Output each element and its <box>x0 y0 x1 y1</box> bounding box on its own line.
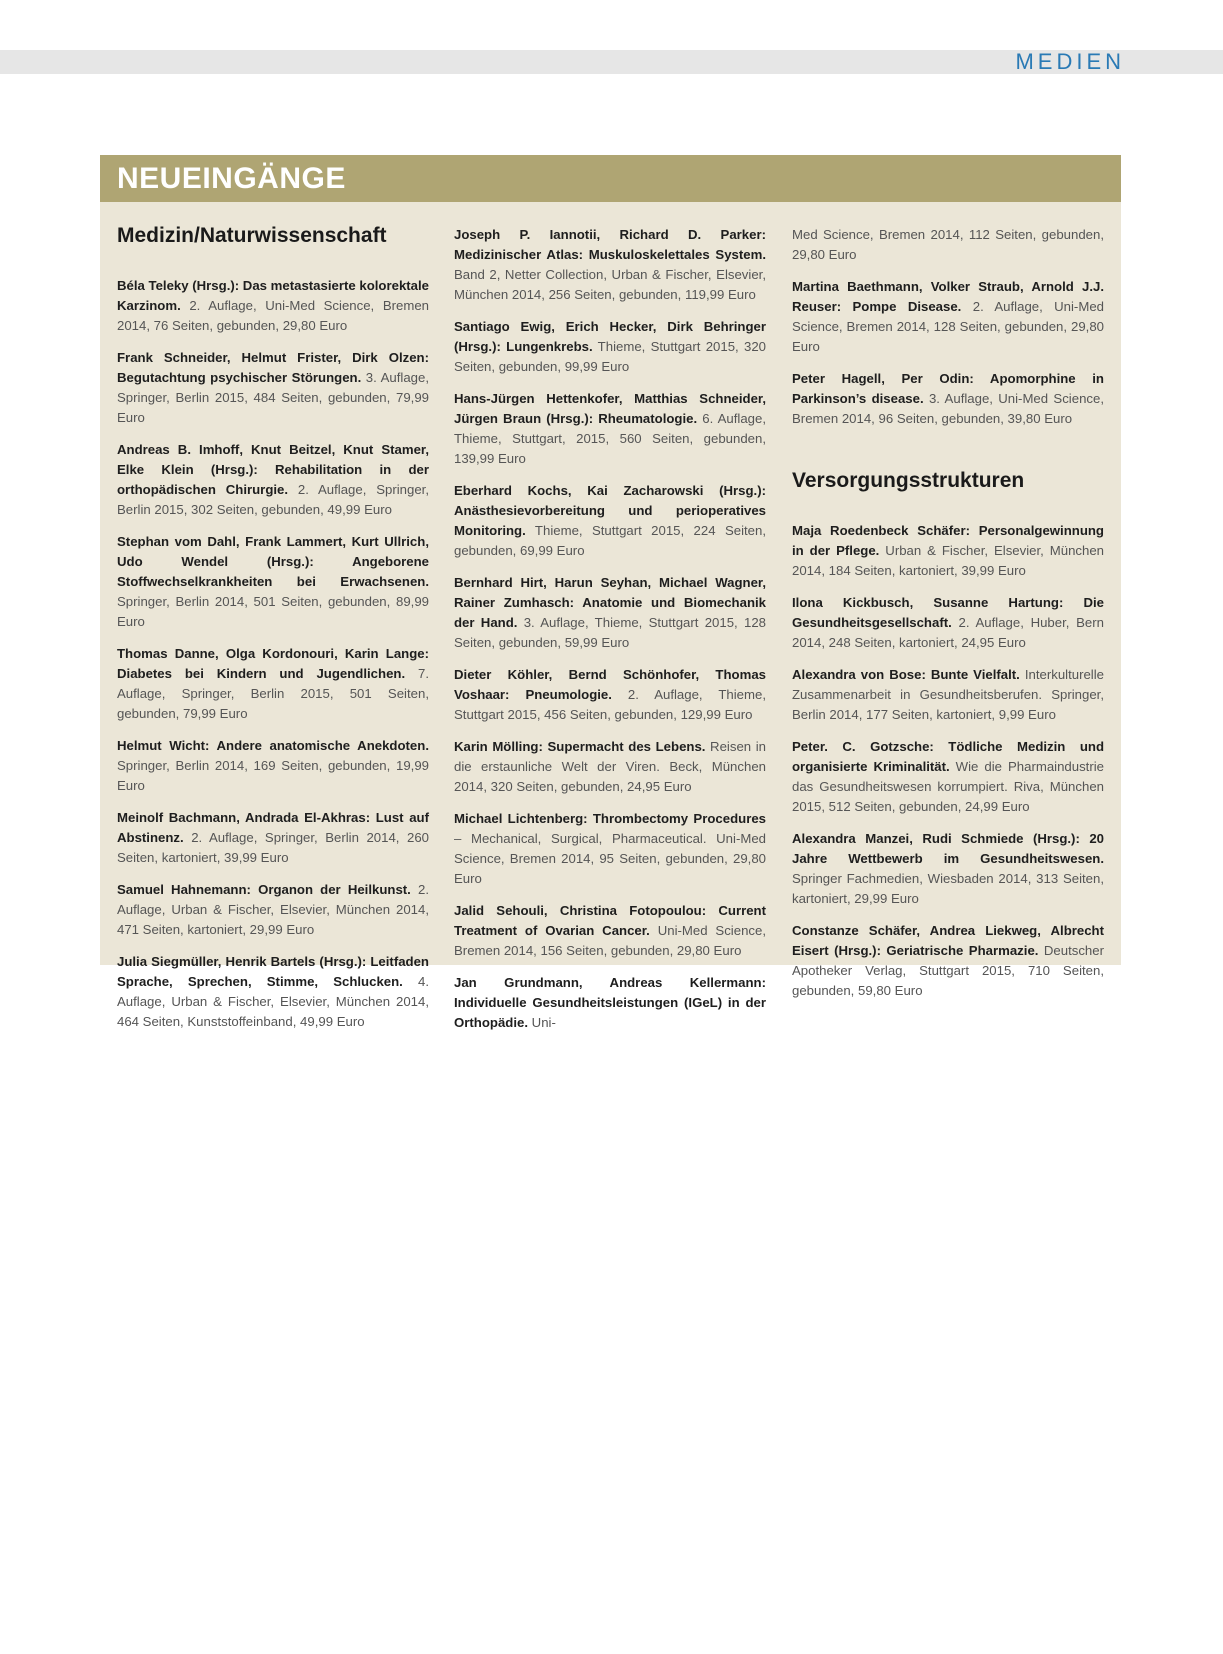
book-entry <box>792 521 1104 581</box>
book-entry <box>117 952 429 1032</box>
entry-list <box>792 225 1104 429</box>
column-1 <box>117 222 429 1044</box>
book-entry <box>117 880 429 940</box>
book-entry <box>792 277 1104 357</box>
book-details: Springer, Berlin 2014, 501 Seiten, gebunden, 89,99 Euro <box>117 594 429 629</box>
book-author-title: Santiago Ewig, Erich Hecker, Dirk Behringer (Hrsg.): Lungenkrebs. <box>454 319 766 354</box>
book-details: 2. Auflage, Uni-Med Science, Bremen 2014, 76 Seiten, gebunden, 29,80 Euro <box>117 298 429 333</box>
book-author-title: Thomas Danne, Olga Kordonouri, Karin Lange: Diabetes bei Kindern und Jugendlichen. <box>117 646 429 681</box>
book-author-title: Eberhard Kochs, Kai Zacharowski (Hrsg.): Anästhesievorbereitung und perioperatives Monitoring. <box>454 483 766 538</box>
section-label: MEDIEN <box>1015 49 1125 74</box>
book-entry <box>117 644 429 724</box>
book-details: Reisen in die erstaunliche Welt der Viren. Beck, München 2014, 320 Seiten, gebunden, 24,95 Euro <box>454 739 766 794</box>
book-author-title: Jan Grundmann, Andreas Kellermann: Individuelle Gesundheitsleistungen (IGeL) in der Orthopädie. <box>454 975 766 1030</box>
book-details: 2. Auflage, Springer, Berlin 2015, 302 Seiten, gebunden, 49,99 Euro <box>117 482 430 517</box>
book-entry <box>117 736 429 796</box>
entry-list <box>454 225 766 1033</box>
book-entry <box>792 593 1104 653</box>
category-heading: Versorgungsstrukturen <box>792 469 1025 492</box>
book-entry <box>454 389 766 469</box>
book-author-title: Meinolf Bachmann, Andrada El-Akhras: Lust auf Abstinenz. <box>117 810 429 845</box>
book-details: Uni-Med Science, Bremen 2014, 156 Seiten, gebunden, 29,80 Euro <box>454 923 766 958</box>
book-author-title: Hans-Jürgen Hettenkofer, Matthias Schneider, Jürgen Braun (Hrsg.): Rheumatologie. <box>454 391 766 426</box>
book-entry <box>117 440 429 520</box>
book-details: Springer Fachmedien, Wiesbaden 2014, 313 Seiten, kartoniert, 29,99 Euro <box>792 871 1104 906</box>
book-author-title: Jalid Sehouli, Christina Fotopoulou: Current Treatment of Ovarian Cancer. <box>454 903 766 938</box>
book-entry <box>454 317 766 377</box>
book-entry <box>454 901 766 961</box>
book-entry <box>454 573 766 653</box>
book-details: Thieme, Stuttgart 2015, 224 Seiten, gebunden, 69,99 Euro <box>454 523 766 558</box>
book-author-title: Constanze Schäfer, Andrea Liekweg, Albrecht Eisert (Hrsg.): Geriatrische Pharmazie. <box>792 923 1104 958</box>
book-author-title: Alexandra von Bose: Bunte Vielfalt. <box>792 667 1020 682</box>
book-details: Springer, Berlin 2014, 169 Seiten, gebunden, 19,99 Euro <box>117 758 429 793</box>
column-3 <box>792 225 1104 1013</box>
book-author-title: Dieter Köhler, Bernd Schönhofer, Thomas Voshaar: Pneumologie. <box>454 667 766 702</box>
book-details: 7. Auflage, Springer, Berlin 2015, 501 Seiten, gebunden, 79,99 Euro <box>117 666 429 721</box>
book-details: Interkulturelle Zusammenarbeit in Gesundheitsberufen. Springer, Berlin 2014, 177 Seiten, kartoniert, 9,99 Euro <box>792 667 1104 722</box>
entry-list <box>117 276 429 1032</box>
book-entry <box>454 809 766 889</box>
book-author-title: Karin Mölling: Supermacht des Lebens. <box>454 739 706 754</box>
book-author-title: Michael Lichtenberg: Thrombectomy Procedures <box>454 811 766 826</box>
book-entry <box>792 921 1104 1001</box>
book-author-title: Peter Hagell, Per Odin: Apomorphine in Parkinson’s disease. <box>792 371 1104 406</box>
book-details: 2. Auflage, Urban & Fischer, Elsevier, München 2014, 471 Seiten, kartoniert, 29,99 Euro <box>117 882 430 937</box>
book-details: Uni- <box>528 1015 556 1030</box>
book-details: – Mechanical, Surgical, Pharmaceutical. Uni-Med Science, Bremen 2014, 95 Seiten, gebunden, 29,80 Euro <box>454 831 766 886</box>
book-entry <box>792 737 1104 817</box>
box-title: NEUEINGÄNGE <box>100 155 1121 202</box>
book-entry <box>454 973 766 1033</box>
new-arrivals-box <box>100 155 1121 1030</box>
book-author-title: Frank Schneider, Helmut Frister, Dirk Olzen: Begutachtung psychischer Störungen. <box>117 350 429 385</box>
book-entry <box>454 481 766 561</box>
book-author-title: Helmut Wicht: Andere anatomische Anekdoten. <box>117 738 429 753</box>
book-entry <box>117 808 429 868</box>
book-details: 3. Auflage, Springer, Berlin 2015, 484 Seiten, gebunden, 79,99 Euro <box>117 370 429 425</box>
book-author-title: Andreas B. Imhoff, Knut Beitzel, Knut Stamer, Elke Klein (Hrsg.): Rehabilitation in der orthopädischen Chirurgie. <box>117 442 429 497</box>
entry-list <box>792 521 1104 1001</box>
book-entry <box>117 348 429 428</box>
book-entry <box>454 665 766 725</box>
book-author-title: Martina Baethmann, Volker Straub, Arnold J.J. Reuser: Pompe Disease. <box>792 279 1104 314</box>
book-details: 6. Auflage, Thieme, Stuttgart, 2015, 560 Seiten, gebunden, 139,99 Euro <box>454 411 766 466</box>
book-entry <box>792 225 1104 265</box>
book-details: 2. Auflage, Uni-Med Science, Bremen 2014, 128 Seiten, gebunden, 29,80 Euro <box>792 299 1104 354</box>
book-details: Thieme, Stuttgart 2015, 320 Seiten, gebunden, 99,99 Euro <box>454 339 767 374</box>
book-details: Deutscher Apotheker Verlag, Stuttgart 2015, 710 Seiten, gebunden, 59,80 Euro <box>792 943 1104 998</box>
book-author-title: Joseph P. Iannotii, Richard D. Parker: Medizinischer Atlas: Muskuloskelettales System. <box>454 227 766 262</box>
book-details: 3. Auflage, Uni-Med Science, Bremen 2014, 96 Seiten, gebunden, 39,80 Euro <box>792 391 1104 426</box>
book-entry <box>792 665 1104 725</box>
book-entry <box>117 532 429 632</box>
book-details: 2. Auflage, Springer, Berlin 2014, 260 Seiten, kartoniert, 39,99 Euro <box>117 830 429 865</box>
book-author-title: Stephan vom Dahl, Frank Lammert, Kurt Ullrich, Udo Wendel (Hrsg.): Angeborene Stoffwechselkrankheiten bei Erwachsenen. <box>117 534 429 589</box>
book-details: 2. Auflage, Huber, Bern 2014, 248 Seiten, kartoniert, 24,95 Euro <box>792 615 1104 650</box>
book-entry <box>117 276 429 336</box>
column-2 <box>454 225 766 1045</box>
book-details: Band 2, Netter Collection, Urban & Fischer, Elsevier, München 2014, 256 Seiten, gebunden, 119,99 Euro <box>454 267 766 302</box>
book-author-title: Bernhard Hirt, Harun Seyhan, Michael Wagner, Rainer Zumhasch: Anatomie und Biomechanik der Hand. <box>454 575 766 630</box>
book-author-title: Alexandra Manzei, Rudi Schmiede (Hrsg.): 20 Jahre Wettbewerb im Gesundheitswesen. <box>792 831 1104 866</box>
book-details: 4. Auflage, Urban & Fischer, Elsevier, München 2014, 464 Seiten, Kunststoffeinband, 49,99 Euro <box>117 974 429 1029</box>
book-author-title: Samuel Hahnemann: Organon der Heilkunst. <box>117 882 411 897</box>
book-details: Wie die Pharmaindustrie das Gesundheitswesen korrumpiert. Riva, München 2015, 512 Seiten, gebunden, 24,99 Euro <box>792 759 1104 814</box>
book-details: Urban & Fischer, Elsevier, München 2014, 184 Seiten, kartoniert, 39,99 Euro <box>792 543 1105 578</box>
book-author-title: Julia Siegmüller, Henrik Bartels (Hrsg.): Leitfaden Sprache, Sprechen, Stimme, Schlucken. <box>117 954 429 989</box>
book-details: 2. Auflage, Thieme, Stuttgart 2015, 456 Seiten, gebunden, 129,99 Euro <box>454 687 766 722</box>
book-entry <box>792 829 1104 909</box>
book-entry <box>454 225 766 305</box>
book-entry <box>454 737 766 797</box>
book-author-title: Peter. C. Gotzsche: Tödliche Medizin und organisierte Kriminalität. <box>792 739 1104 774</box>
book-author-title: Maja Roedenbeck Schäfer: Personalgewinnung in der Pflege. <box>792 523 1104 558</box>
book-details: Med Science, Bremen 2014, 112 Seiten, gebunden, 29,80 Euro <box>792 227 1104 262</box>
category-heading: Medizin/Naturwissenschaft <box>117 224 387 247</box>
book-details: 3. Auflage, Thieme, Stuttgart 2015, 128 Seiten, gebunden, 59,99 Euro <box>454 615 766 650</box>
book-author-title: Béla Teleky (Hrsg.): Das metastasierte kolorektale Karzinom. <box>117 278 429 313</box>
book-entry <box>792 369 1104 429</box>
book-author-title: Ilona Kickbusch, Susanne Hartung: Die Gesundheitsgesellschaft. <box>792 595 1104 630</box>
